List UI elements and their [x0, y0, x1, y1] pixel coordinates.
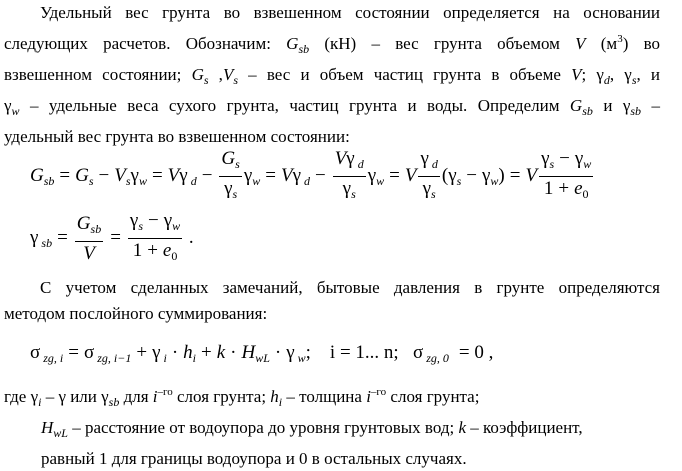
paragraph-summation [4, 275, 660, 327]
intro-line-4: $\gamma_w$ – удельные веса сухого грунта, частиц грунта и воды. Определим $G_{sb}$ и $\gamma_{sb}$ – [4, 96, 661, 118]
intro-line-2: следующих расчетов. Обозначим: $G_{sb}$ (кН) – вес грунта объемом V $(м^3)$ во [4, 33, 660, 56]
where-line-1: где $\gamma_i$ – γ или $\gamma_{sb}$ для $i^{-го}$ слоя грунта; $h_i$ – толщина $i^{-го}$ слоя грунта; [4, 386, 480, 409]
where-line-2: $H_{wL}$ – расстояние от водоупора до уровня грунтовых вод; k – коэффициент, [41, 418, 583, 440]
where-line-3: равный 1 для границы водоупора и 0 в остальных случаях. [41, 449, 467, 468]
equation-gsb: $G_{sb} = G_s - V_s\gamma_w = V\gamma$ $_d$ − $\frac{G_s}{\gamma_s}$ $\gamma_w = V\gamma$ $_d$ − $\frac{V\gamma _d}{\gamma_s}$ $\gamma_w = V$ $\frac{\gamma _d}{\gamma_s}$ $(\gamma_s - \gamma_w) = V$ $\frac{\gamma_s - \gamma_w}{1 + e_0}$ [30, 148, 592, 201]
equation-gamma-sb: γ $_{sb}$ = $\frac{G_{sb}}{V}$ = $\frac{\gamma_s - \gamma_w}{1 + e_0}$ . [30, 210, 194, 264]
intro-line-3: взвешенном состоянии; $G_s$ $,V_s$ – вес и объем частиц грунта в объеме V; $\gamma_d$, $\gamma_s$, и [4, 65, 661, 87]
legend-where [4, 380, 660, 471]
intro-line-1: Удельный вес грунта во взвешенном состоянии определяется на основании [40, 3, 660, 22]
equation-sigma: σ $_{zg, i}$ = σ $_{zg, i-1}$ + γ $_i \cdot h_i + k \cdot H_{wL} \cdot \gamma$ $_w$; i = 1... n; σ $_{zg, 0}$ = 0 , [30, 342, 494, 365]
paragraph-intro [4, 0, 660, 150]
intro-line-5: удельный вес грунта во взвешенном состоянии: [4, 127, 350, 146]
summation-line-1: С учетом сделанных замечаний, бытовые давления в грунте определяются [40, 278, 660, 297]
summation-line-2: методом послойного суммирования: [4, 304, 268, 323]
